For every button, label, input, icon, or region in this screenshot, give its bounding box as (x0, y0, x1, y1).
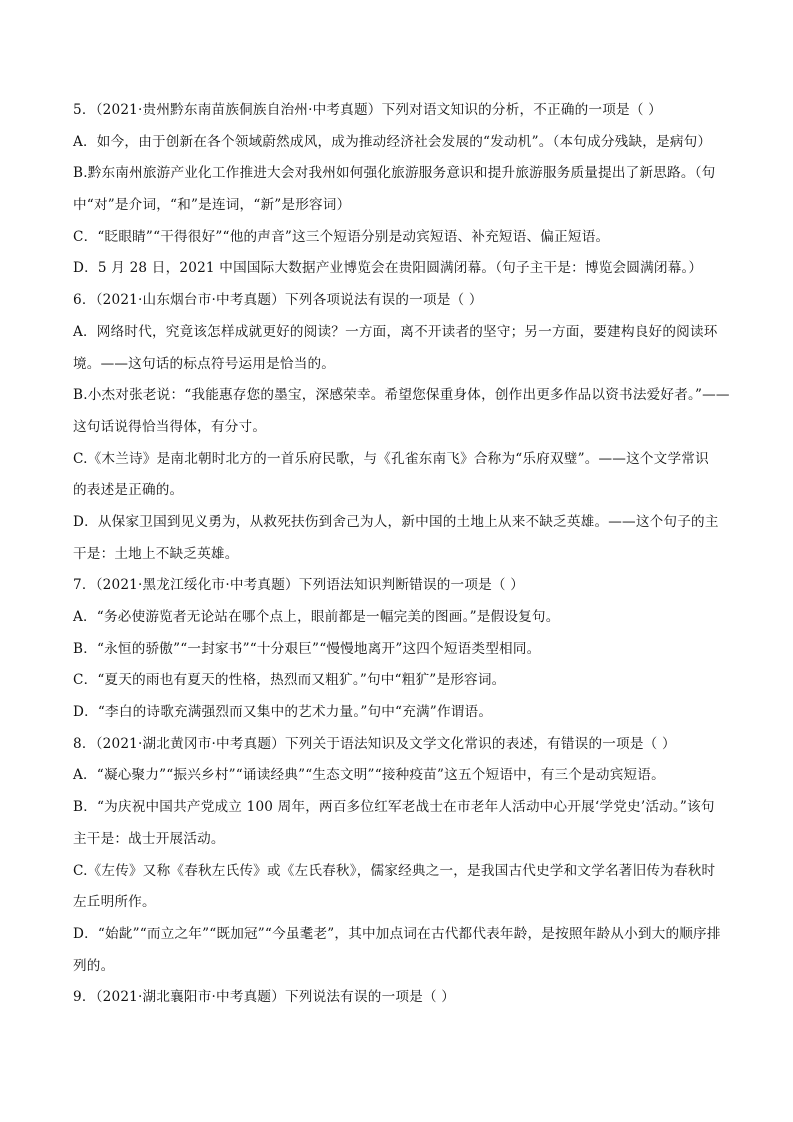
question-6-option-b-line-2: 这句话说得恰当得体，有分寸。 (73, 418, 267, 435)
question-5-stem: 5．（2021·贵州黔东南苗族侗族自治州·中考真题）下列对语文知识的分析，不正确的一项是（ ） (73, 102, 662, 118)
question-8-option-c-line-1: C.《左传》又称《春秋左氏传》或《左氏春秋》，儒家经典之一，是我国古代史学和文学名著旧传为春秋时 (73, 862, 716, 879)
question-8-stem: 8．（2021·湖北黄冈市·中考真题）下列关于语法知识及文学文化常识的表述，有错误的一项是（ ） (73, 735, 676, 752)
question-6-option-a-line-1: A．网络时代，究竟该怎样成就更好的阅读？一方面，离不开读者的坚守；另一方面，要建构良好的阅读环 (73, 323, 718, 340)
question-8-option-b-line-1: B．“为庆祝中国共产党成立 100 周年，两百多位红军老战士在市老年人活动中心开展‘学党史’活动。”该句 (73, 799, 715, 816)
question-6-option-a-line-2: 境。——这句话的标点符号运用是恰当的。 (73, 355, 336, 372)
question-6-option-d-line-2: 干是：土地上不缺乏英雄。 (73, 545, 239, 562)
question-5-option-b-line-1: B.黔东南州旅游产业化工作推进大会对我州如何强化旅游服务意识和提升旅游服务质量提出了新思路。（句 (73, 165, 716, 182)
question-8-option-d-line-2: 列的。 (73, 957, 115, 974)
question-9-stem: 9．（2021·湖北襄阳市·中考真题）下列说法有误的一项是（ ） (73, 989, 456, 1006)
question-6-option-d-line-1: D．从保家卫国到见义勇为，从救死扶伤到舍己为人，新中国的土地上从来不缺乏英雄。——这个句子的主 (73, 513, 719, 530)
question-8-option-b-line-2: 主干是：战士开展活动。 (73, 830, 225, 847)
question-5-option-c: C．“眨眼睛”“干得很好”“他的声音”这三个短语分别是动宾短语、补充短语、偏正短语。 (73, 228, 610, 245)
question-7-stem: 7．（2021·黑龙江绥化市·中考真题）下列语法知识判断错误的一项是（ ） (73, 577, 525, 594)
question-5-option-b-line-2: 中“对”是介词，“和”是连词，“新”是形容词） (73, 197, 351, 214)
question-5-option-d: D．5 月 28 日，2021 中国国际大数据产业博览会在贵阳圆满闭幕。（句子主干是：博览会圆满闭幕。） (73, 260, 703, 277)
question-7-option-c: C．“夏天的雨也有夏天的性格，热烈而又粗犷。”句中“粗犷”是形容词。 (73, 672, 506, 689)
question-7-option-b: B．“永恒的骄傲”“一封家书”“十分艰巨”“慢慢地离开”这四个短语类型相同。 (73, 640, 541, 657)
question-8-option-a: A．“凝心聚力”“振兴乡村”“诵读经典”“生态文明”“接种疫苗”这五个短语中，有三个是动宾短语。 (73, 767, 665, 784)
question-6-option-c-line-1: C.《木兰诗》是南北朝时北方的一首乐府民歌，与《孔雀东南飞》合称为“乐府双璧”。——这个文学常识 (73, 450, 709, 467)
question-6-option-b-line-1: B.小杰对张老说：“我能惠存您的墨宝，深感荣幸。希望您保重身体，创作出更多作品以资书法爱好者。”—— (73, 387, 730, 404)
question-5-option-a: A．如今，由于创新在各个领域蔚然成风，成为推动经济社会发展的“发动机”。（本句成分残缺，是病句） (73, 133, 712, 150)
question-8-option-c-line-2: 左丘明所作。 (73, 894, 156, 911)
question-8-option-d-line-1: D．“始龀”“而立之年”“既加冠”“今虽耄老”，其中加点词在古代都代表年龄，是按照年龄从小到大的顺序排 (73, 925, 721, 942)
question-7-option-a: A．“务必使游览者无论站在哪个点上，眼前都是一幅完美的图画。”是假设复句。 (73, 609, 560, 625)
question-list (73, 95, 733, 1014)
question-7-option-d: D．“李白的诗歌充满强烈而又集中的艺术力量。”句中“充满”作谓语。 (73, 704, 493, 721)
question-6-stem: 6．（2021·山东烟台市·中考真题）下列各项说法有误的一项是（ ） (73, 292, 483, 309)
question-6-option-c-line-2: 的表述是正确的。 (73, 482, 184, 499)
